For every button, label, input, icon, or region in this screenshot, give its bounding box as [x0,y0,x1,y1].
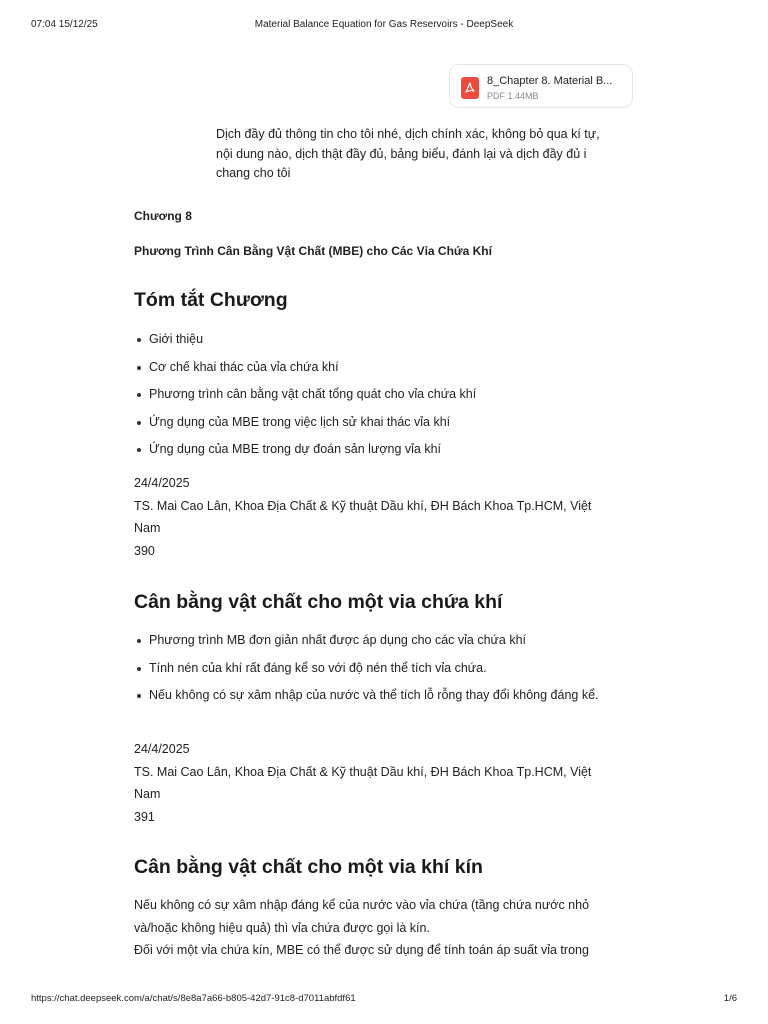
slide-author-cont: Nam [134,787,161,801]
chapter-label: Chương 8 [134,209,192,223]
list-item: Cơ chế khai thác của vỉa chứa khí [134,360,634,388]
bullet-list [134,332,634,470]
slide-page-number: 391 [134,809,155,824]
slide-author: TS. Mai Cao Lân, Khoa Địa Chất & Kỹ thuật Dầu khí, ĐH Bách Khoa Tp.HCM, Việt [134,498,592,513]
list-item: Nếu không có sự xâm nhập của nước và thể tích lỗ rỗng thay đổi không đáng kể. [134,688,634,716]
slide-footer-text [134,472,614,562]
user-message-line: nội dung nào, dịch thật đầy đủ, bảng biểu, đánh lại và dịch đầy đủ i [216,146,587,161]
list-item: Tính nén của khí rất đáng kể so với độ nén thể tích vỉa chứa. [134,661,634,689]
bullet-list [134,633,634,716]
user-message-line: Dịch đầy đủ thông tin cho tôi nhé, dịch chính xác, không bỏ qua kí tự, [216,127,600,141]
slide-author-cont: Nam [134,521,161,535]
list-item: Phương trình cân bằng vật chất tổng quát cho vỉa chứa khí [134,387,634,415]
user-message-line: chang cho tôi [216,166,291,180]
list-item: Giới thiệu [134,332,634,360]
section-heading: Cân bằng vật chất cho một via khí kín [134,856,483,878]
attachment-filename: 8_Chapter 8. Material B... [487,75,613,87]
slide-page-number: 390 [134,543,155,558]
print-url: https://chat.deepseek.com/a/chat/s/8e8a7a66-b805-42d7-91c8-d7011abfdf61 [31,993,356,1004]
list-item: Phương trình MB đơn giản nhất được áp dụng cho các vỉa chứa khí [134,633,634,661]
slide-date: 24/4/2025 [134,476,190,490]
print-page-number: 1/6 [723,993,737,1004]
paragraph-line: Nếu không có sự xâm nhập đáng kể của nước vào vỉa chứa (tầng chứa nước nhỏ [134,898,590,912]
print-footer [0,993,768,1007]
print-timestamp: 07:04 15/12/25 [31,19,98,30]
chapter-title: Phương Trình Cân Bằng Vật Chất (MBE) cho Các Vỉa Chứa Khí [134,244,492,258]
print-header [0,19,768,33]
paragraph-line: Đối với một vỉa chứa kín, MBE có thể được sử dụng để tính toán áp suất vỉa trong [134,943,589,957]
pdf-file-icon [461,77,479,99]
list-item: Ứng dụng của MBE trong việc lịch sử khai thác vỉa khí [134,415,634,443]
file-attachment-card[interactable] [449,64,633,108]
section-heading: Tóm tắt Chương [134,289,288,311]
user-message [216,125,636,184]
attachment-meta: PDF 1.44MB [487,91,539,101]
slide-date: 24/4/2025 [134,742,190,756]
paragraph [134,894,614,962]
slide-author: TS. Mai Cao Lân, Khoa Địa Chất & Kỹ thuật Dầu khí, ĐH Bách Khoa Tp.HCM, Việt [134,764,592,779]
section-heading: Cân bằng vật chất cho một via chứa khí [134,591,503,613]
paragraph-line: và/hoặc không hiệu quả) thì vỉa chứa được gọi là kín. [134,920,430,935]
print-page-title: Material Balance Equation for Gas Reservoirs - DeepSeek [254,19,514,30]
slide-footer-text [134,738,614,828]
list-item: Ứng dụng của MBE trong dự đoán sản lượng vỉa khí [134,442,634,470]
